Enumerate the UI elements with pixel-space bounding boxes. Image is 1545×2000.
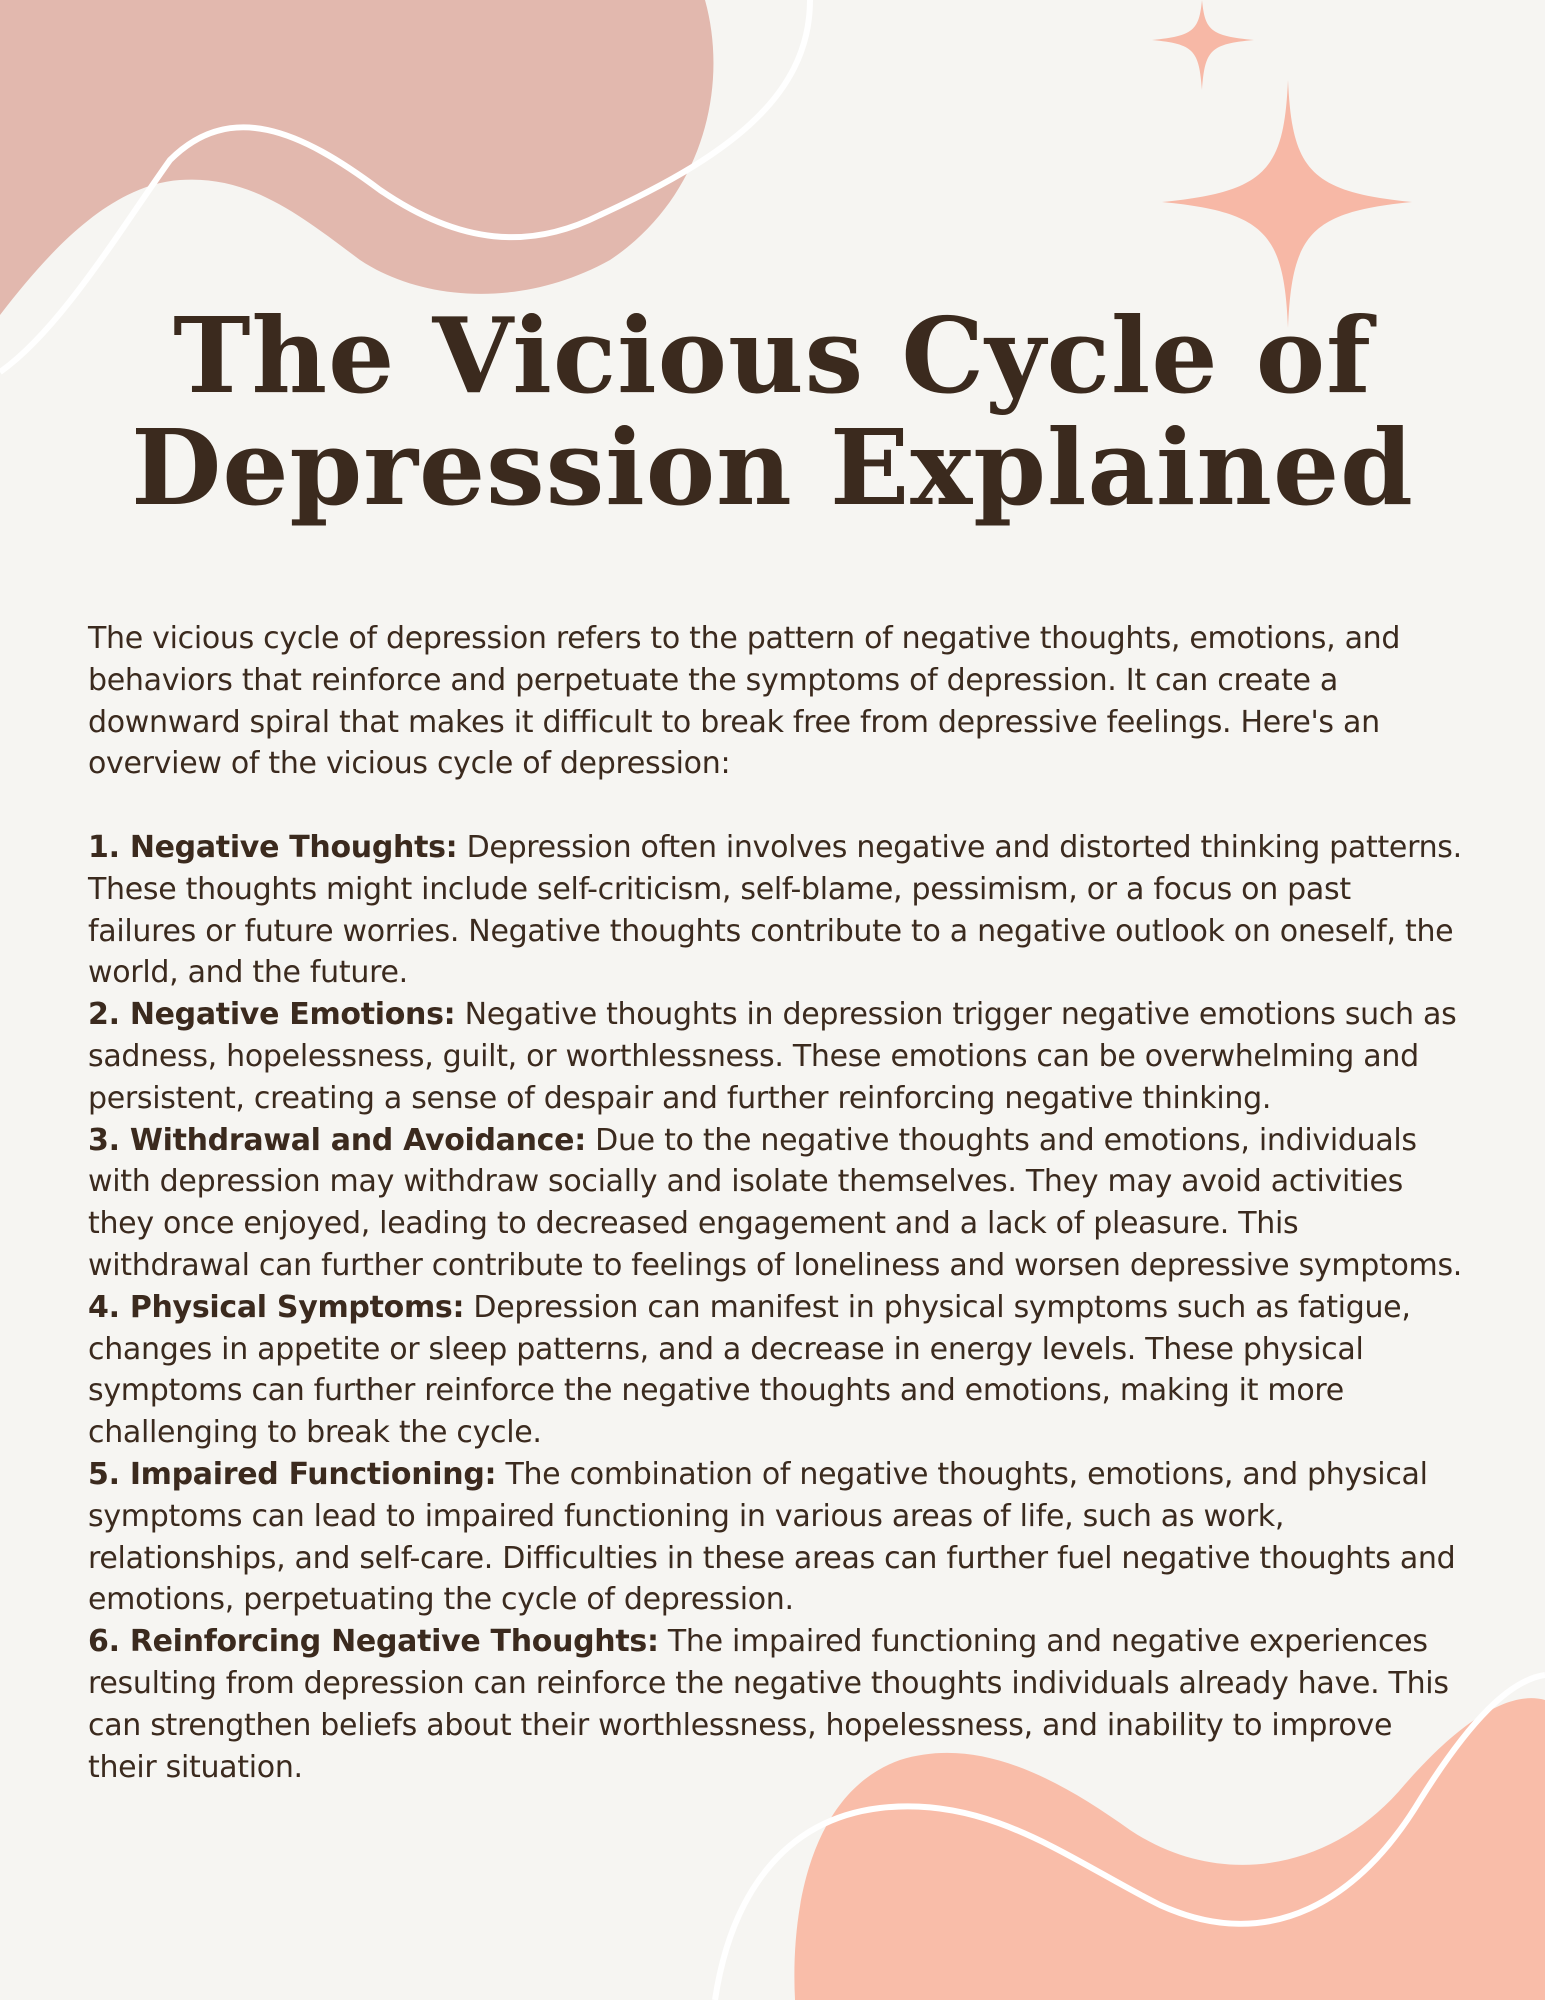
small-sparkle-icon — [1152, 0, 1254, 90]
list-item — [88, 1454, 1468, 1621]
list-item-heading: 5. Impaired Functioning: — [88, 1456, 497, 1492]
large-sparkle-icon — [1162, 80, 1412, 328]
page-title-line-2: Depression Explained — [131, 406, 1414, 529]
list-item-heading: 2. Negative Emotions: — [88, 997, 456, 1033]
list-item-heading: 3. Withdrawal and Avoidance: — [88, 1122, 586, 1158]
list-item-heading: 4. Physical Symptoms: — [88, 1289, 465, 1325]
list-item — [88, 1120, 1468, 1287]
list-item-text: Depression often involves negative and distorted thinking patterns. These thoughts might include self-criticism, self-blame, pessimism, or a focus on past failures or future worries. Negative thoughts contribute to a negative outlook on oneself, the world, and the future. — [88, 829, 1462, 991]
list-item-text: Due to the negative thoughts and emotions, individuals with depression may withdraw socially and isolate themselves. They may avoid activities they once enjoyed, leading to decreased engagement and a lack of pleasure. This withdrawal can further contribute to feelings of loneliness and worsen depressive symptoms. — [88, 1122, 1463, 1283]
list-item — [88, 1621, 1468, 1788]
top-left-blob — [0, 0, 713, 315]
list-item-text: Negative thoughts in depression trigger negative emotions such as sadness, hopelessness, guilt, or worthlessness. These emotions can be overwhelming and persistent, creating a sense of despair and further reinforcing negative thinking. — [88, 997, 1457, 1116]
list-item — [88, 994, 1468, 1119]
list-item-heading: 6. Reinforcing Negative Thoughts: — [88, 1624, 659, 1660]
page-title-line-1: The Vicious Cycle of — [173, 294, 1372, 417]
list-item-text: The combination of negative thoughts, emotions, and physical symptoms can lead to impaired functioning in various areas of life, such as work, relationships, and self-care. Difficulties in these areas can further fuel negative thoughts and emotions, perpetuating the cycle of depression. — [88, 1456, 1456, 1618]
list-item — [88, 827, 1468, 994]
list-item-text: The impaired functioning and negative experiences resulting from depression can reinforce the negative thoughts individuals already have. This can strengthen beliefs about their worthlessness, hopelessness, and inability to improve their situation. — [88, 1624, 1449, 1785]
list-item — [88, 1287, 1468, 1454]
list-item-heading: 1. Negative Thoughts: — [88, 829, 458, 865]
page-title — [0, 294, 1545, 529]
article-body — [88, 618, 1468, 1788]
intro-paragraph: The vicious cycle of depression refers to the pattern of negative thoughts, emotions, and behaviors that reinforce and perpetuate the symptoms of depression. It can create a downward spiral that makes it difficult to break free from depressive feelings. Here's an overview of the vicious cycle of depression: — [88, 621, 1401, 782]
list-item-text: Depression can manifest in physical symptoms such as fatigue, changes in appetite or sleep patterns, and a decrease in energy levels. These physical symptoms can further reinforce the negative thoughts and emotions, making it more challenging to break the cycle. — [88, 1289, 1411, 1451]
